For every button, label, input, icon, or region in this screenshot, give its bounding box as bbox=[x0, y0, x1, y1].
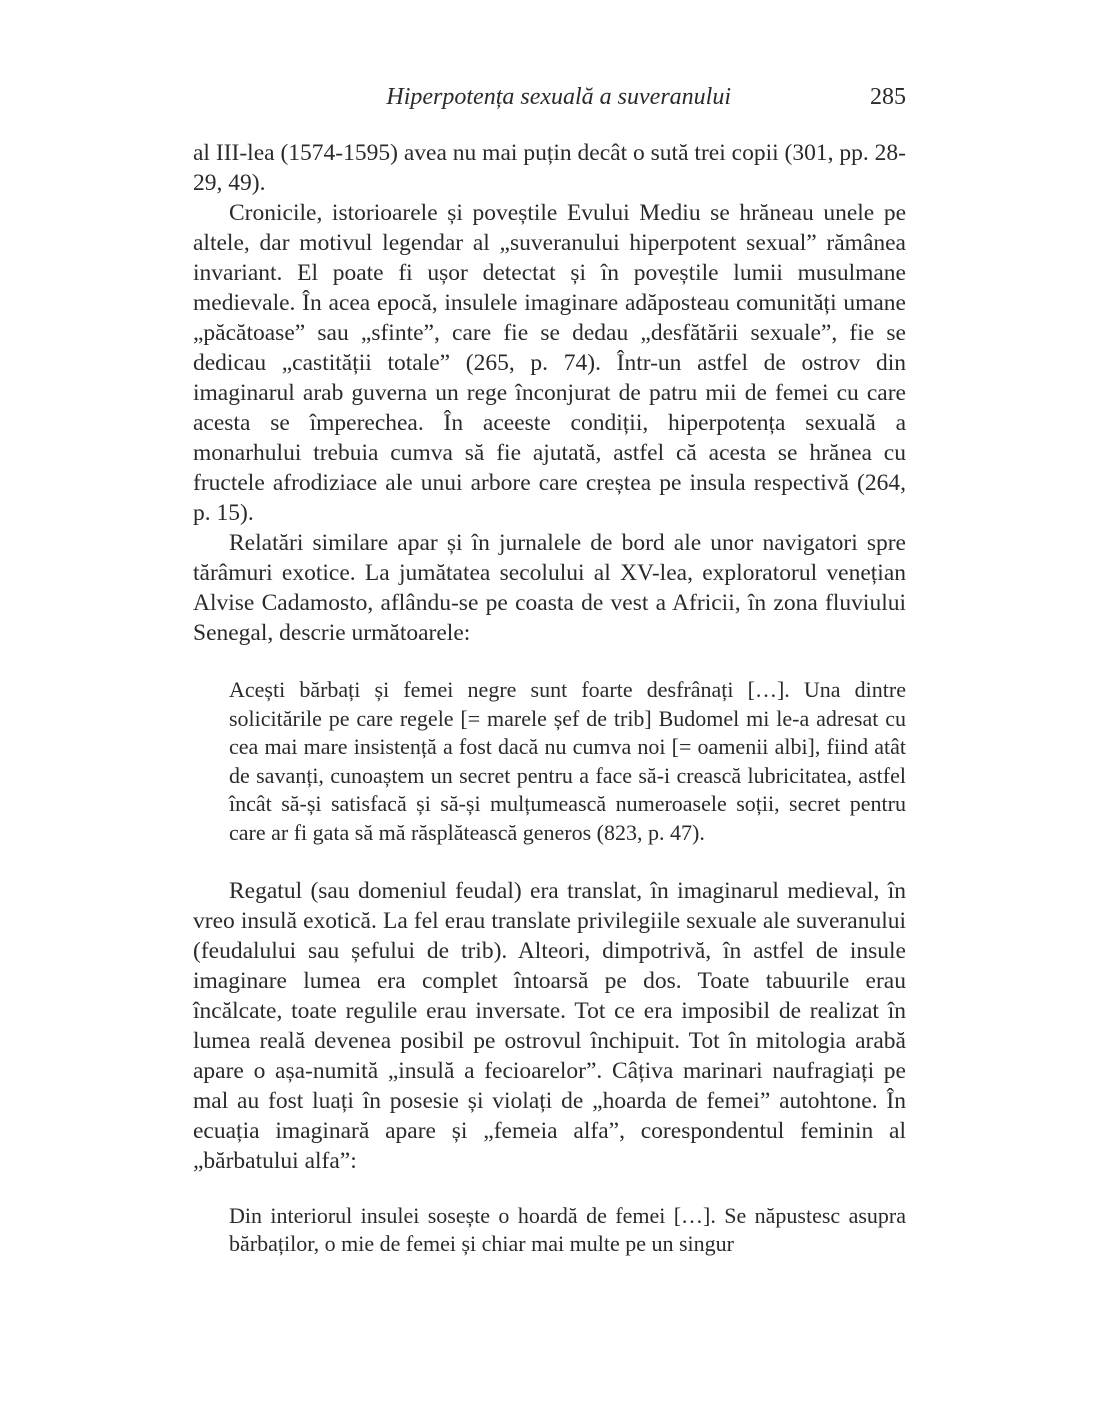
paragraph-continued: al III-lea (1574-1595) avea nu mai puțin decât o sută trei copii (301, pp. 28-29, 49). bbox=[193, 140, 906, 196]
paragraph: Regatul (sau domeniul feudal) era translat, în imaginarul medieval, în vreo insulă exotică. La fel erau translate privilegiile sexuale ale suveranului (feudalului sau șefului de trib). Alteori, dimpotrivă, în astfel de insule imaginare lumea era complet întoarsă pe dos. Toate tabuurile erau încălcate, toate regulile erau inversate. Tot ce era imposibil de realizat în lumea reală devenea posibil pe ostrovul închipuit. Tot în mitologia arabă apare o așa-numită „insulă a fecioarelor”. Câțiva marinari naufragiați pe mal au fost luați în posesie și violați de „hoarda de femei” autohtone. În ecuația imaginară apare și „femeia alfa”, corespondentul feminin al „bărbatului alfa”: bbox=[193, 877, 906, 1174]
spacer bbox=[193, 648, 906, 676]
body-text bbox=[193, 138, 906, 1259]
running-title: Hiperpotența sexuală a suveranului bbox=[386, 84, 731, 110]
running-head bbox=[193, 84, 906, 118]
quote-text: Din interiorul insulei sosește o hoardă de femei […]. Se năpustesc asupra bărbaților, o mie de femei și chiar mai multe pe un singur bbox=[229, 1202, 906, 1257]
block-quote bbox=[193, 1202, 906, 1259]
block-quote bbox=[193, 676, 906, 848]
quote-text: Acești bărbați și femei negre sunt foarte desfrânați […]. Una dintre solicitările pe care regele [= marele șef de trib] Budomel mi le-a adresat cu cea mai mare insistență a fost dacă nu cumva noi [= oamenii albi], fiind atât de savanți, cunoaștem un secret pentru a face să-i crească lubricitatea, astfel încât să-și satisfacă și să-și mulțumească numeroasele soții, secret pentru care ar fi gata să mă răsplătească generos (823, p. 47). bbox=[229, 677, 906, 845]
spacer bbox=[193, 848, 906, 876]
paragraph: Relatări similare apar și în jurnalele de bord ale unor navigatori spre tărâmuri exotice. La jumătatea secolului al XV-lea, exploratorul venețian Alvise Cadamosto, aflându-se pe coasta de vest a Africii, în zona fluviului Senegal, descrie următoarele: bbox=[193, 530, 906, 646]
paragraph: Cronicile, istorioarele și poveștile Evului Mediu se hrăneau unele pe altele, dar motivul legendar al „suveranului hiperpotent sexual” rămânea invariant. El poate fi ușor detectat și în poveștile lumii musulmane medievale. În acea epocă, insulele imaginare adăposteau comunități umane „păcătoase” sau „sfinte”, care fie se dedau „desfătării sexuale”, fie se dedicau „castității totale” (265, p. 74). Într-un astfel de ostrov din imaginarul arab guverna un rege înconjurat de patru mii de femei cu care acesta se împerechea. În aceeste condiții, hiperpotența sexuală a monarhului trebuia cumva să fie ajutată, astfel că acesta se hrănea cu fructele afrodiziace ale unui arbore care creștea pe insula respectivă (264, p. 15). bbox=[193, 200, 906, 526]
spacer bbox=[193, 1176, 906, 1202]
page-number: 285 bbox=[870, 84, 906, 110]
